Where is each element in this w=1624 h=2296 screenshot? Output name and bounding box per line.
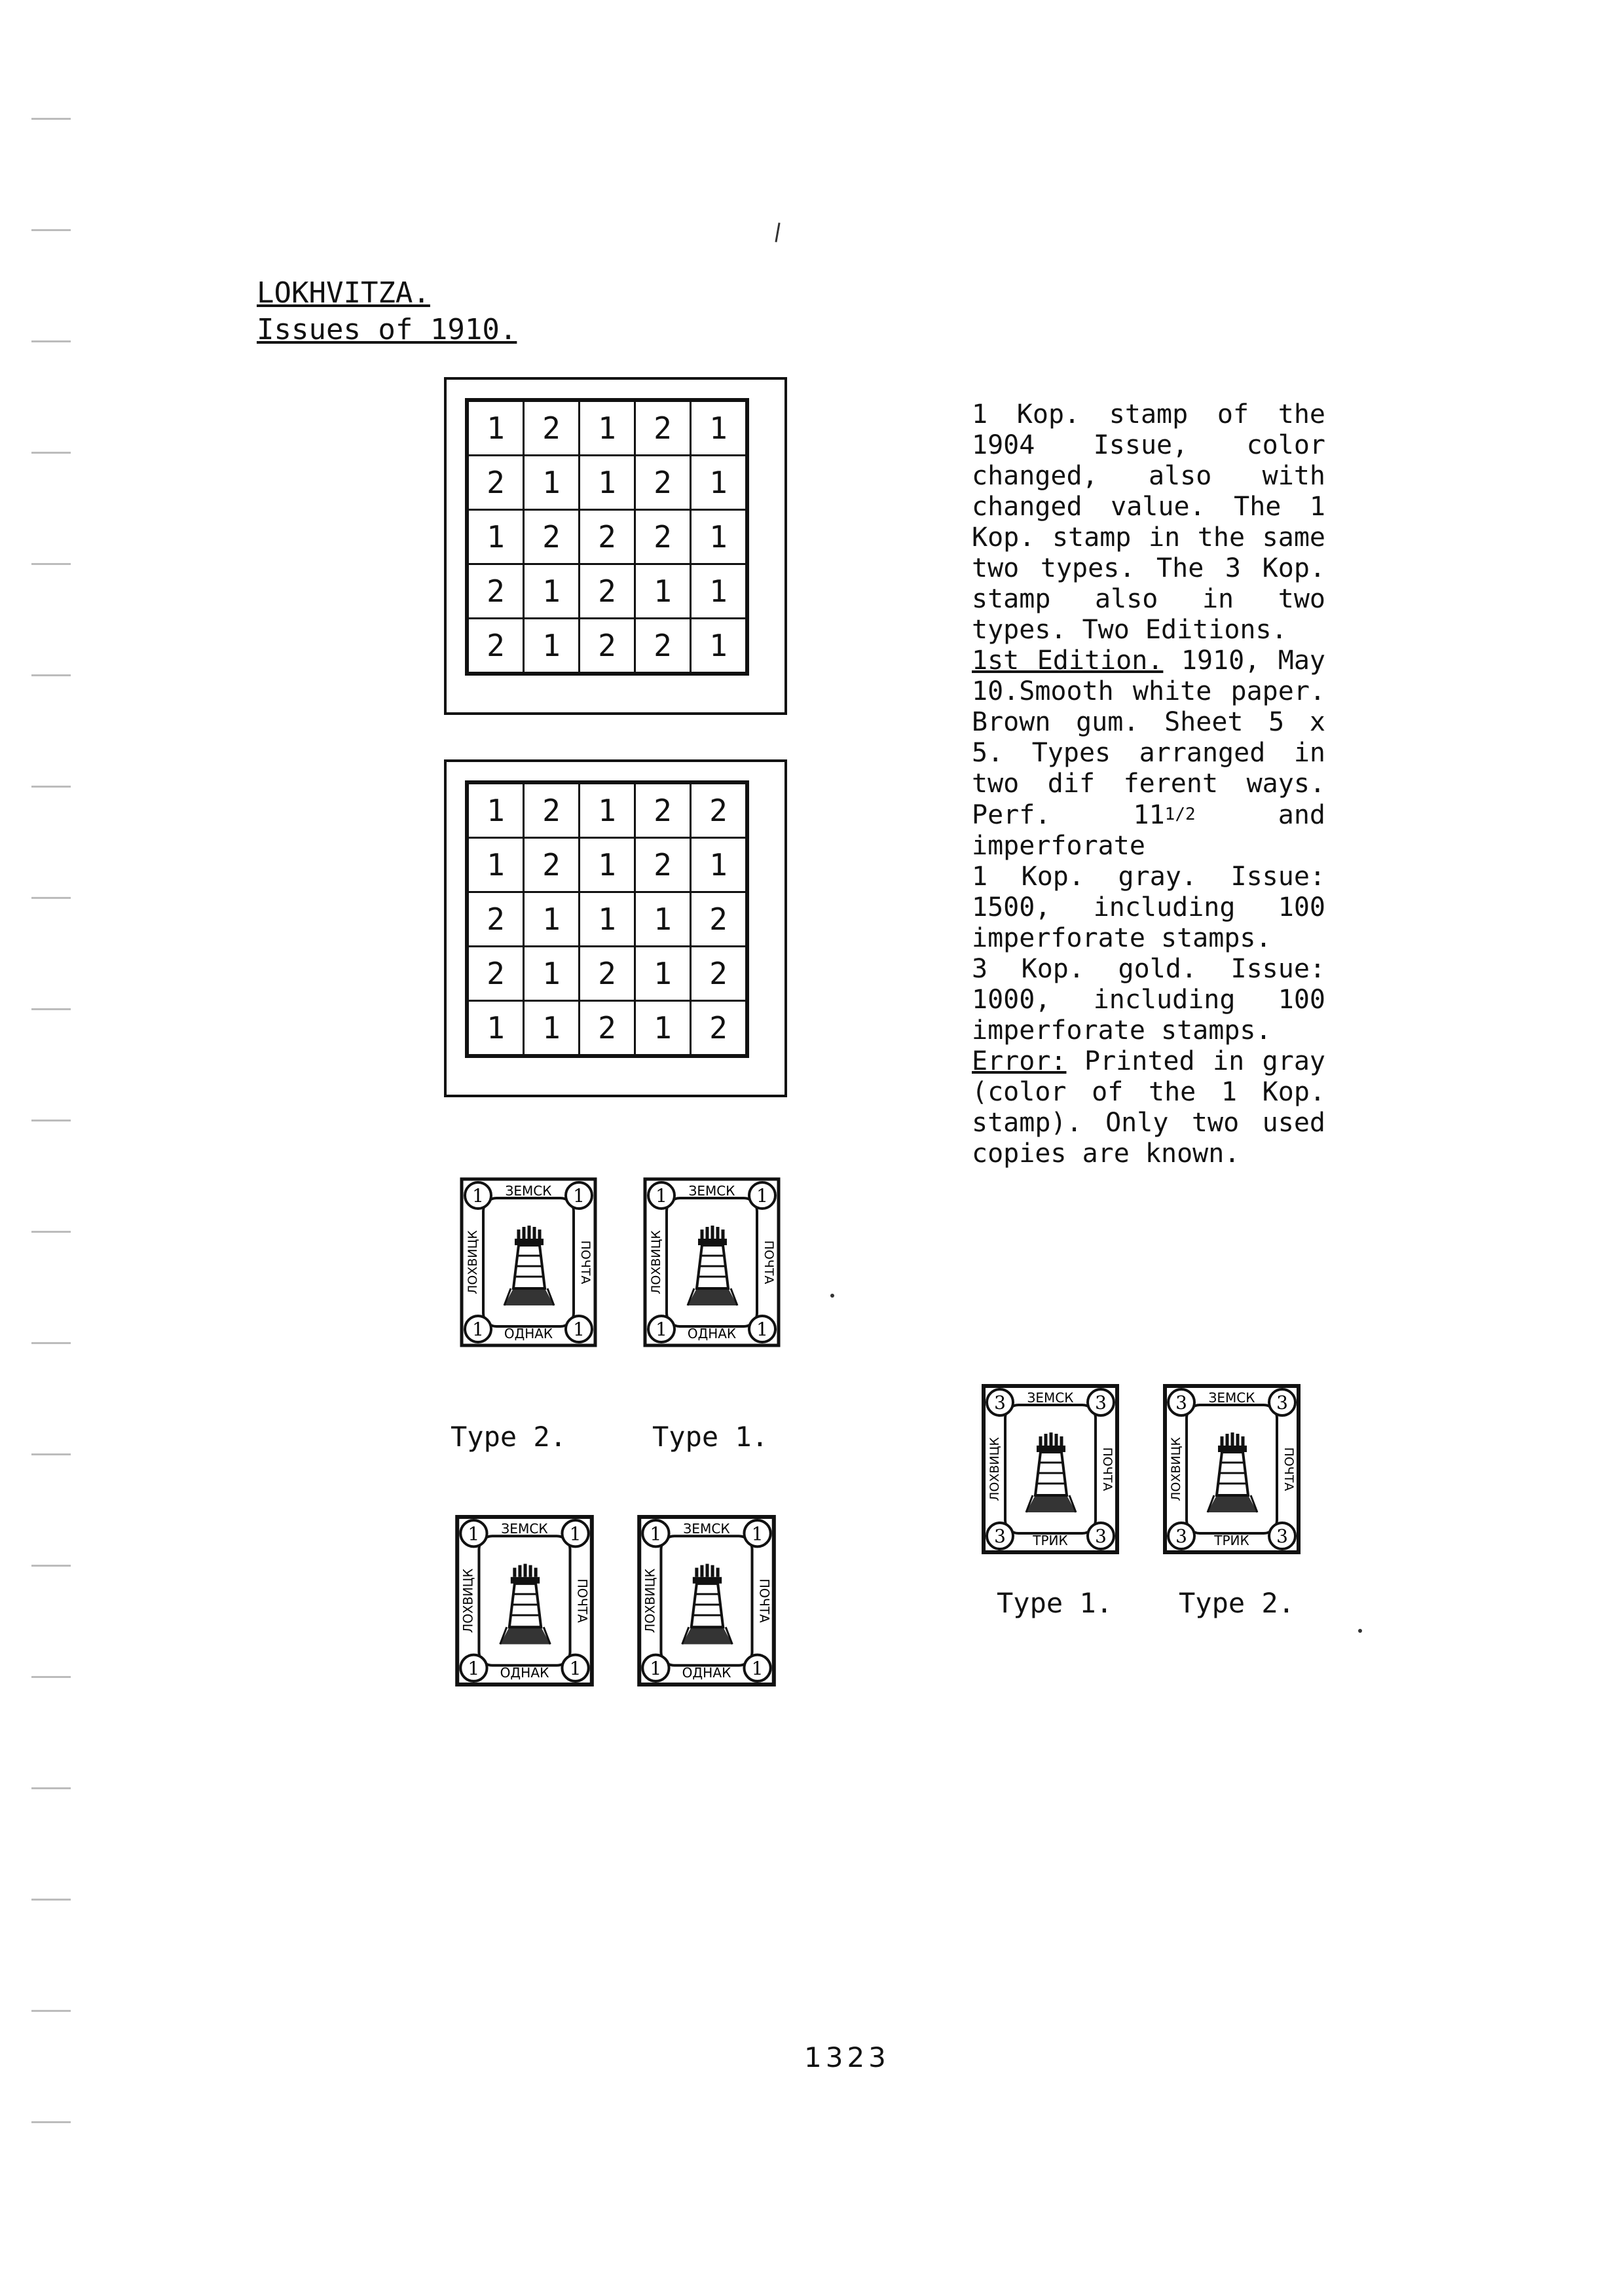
intro-paragraph: 1 Kop. stamp of the 1904 Issue, color changed, also with changed value. The 1 Kop. stamp in the same two types. The 3 Kop. stamp also in two types. Two Editions. xyxy=(972,399,1325,645)
stamp-3kop-type1 xyxy=(981,1384,1120,1554)
stamp-bottom-text: ТРИК xyxy=(1214,1533,1249,1548)
grid-cell: 2 xyxy=(468,564,524,619)
grid-cell: 1 xyxy=(468,401,524,456)
page-number: 1323 xyxy=(804,2041,890,2073)
issue-description xyxy=(972,399,1325,1169)
stamp-value: 1 xyxy=(650,1657,662,1679)
stamp-bottom-text: ОДНАК xyxy=(687,1326,737,1341)
grid-cell: 2 xyxy=(635,401,691,456)
grid-cell: 1 xyxy=(580,838,635,892)
stamp-right-text: ПОЧТА xyxy=(1282,1447,1296,1491)
caption-type2: Type 2. xyxy=(451,1421,567,1453)
edition-text: 1910, May 10.Smooth white paper. Brown gum. Sheet 5 x 5. Types arranged in two dif ferent ways. Perf. 11 xyxy=(972,646,1325,830)
grid-cell: 2 xyxy=(524,401,580,456)
table-row xyxy=(468,510,747,564)
table-row xyxy=(468,947,747,1001)
stamp-value: 3 xyxy=(994,1392,1006,1413)
stamp-1kop-type1-b xyxy=(635,1515,778,1686)
punch-mark xyxy=(31,1676,71,1678)
punch-mark xyxy=(31,1565,71,1567)
sheet-layout-2-frame xyxy=(465,780,749,1058)
stamp-value: 1 xyxy=(756,1185,768,1207)
grid-cell: 2 xyxy=(691,947,747,1001)
stamp-value: 1 xyxy=(569,1657,581,1679)
stamp-1kop-type2-a xyxy=(460,1177,597,1347)
stamp-left-text: ЛОХВИЦК xyxy=(1169,1437,1183,1501)
punch-mark xyxy=(31,897,71,899)
punch-mark xyxy=(31,1453,71,1455)
grid-cell: 1 xyxy=(691,510,747,564)
one-kop-line: 1 Kop. gray. Issue: 1500, including 100 imperforate stamps. xyxy=(972,862,1325,953)
punch-mark xyxy=(31,1008,71,1010)
grid-cell: 1 xyxy=(691,564,747,619)
grid-cell: 1 xyxy=(691,838,747,892)
punch-mark xyxy=(31,2010,71,2012)
stamp-1kop-type2-b xyxy=(453,1515,596,1686)
punch-mark xyxy=(31,674,71,676)
stamp-value: 3 xyxy=(1095,1392,1107,1413)
grid-cell: 2 xyxy=(468,947,524,1001)
punch-mark xyxy=(31,563,71,565)
stamp-bottom-text: ТРИК xyxy=(1033,1533,1068,1548)
grid-cell: 2 xyxy=(524,510,580,564)
scan-speck xyxy=(830,1294,834,1298)
stamp-right-text: ПОЧТА xyxy=(762,1240,776,1285)
error-label: Error: xyxy=(972,1046,1067,1076)
grid-cell: 2 xyxy=(635,510,691,564)
place-name: LOKHVITZA. xyxy=(257,276,430,310)
grid-cell: 2 xyxy=(580,564,635,619)
caption-type1: Type 1. xyxy=(997,1587,1113,1619)
stamp-value: 1 xyxy=(468,1523,480,1545)
stamp-bottom-text: ОДНАК xyxy=(504,1326,553,1341)
section-heading xyxy=(257,275,517,348)
grid-cell: 1 xyxy=(524,947,580,1001)
scan-speck xyxy=(775,223,780,242)
stamp-left-text: ЛОХВИЦК xyxy=(466,1230,480,1294)
grid-cell: 2 xyxy=(468,619,524,673)
stamp-right-text: ПОЧТА xyxy=(578,1240,593,1285)
stamp-value: 3 xyxy=(994,1525,1006,1547)
stamp-value: 3 xyxy=(1276,1525,1288,1547)
grid-cell: 1 xyxy=(524,1001,580,1055)
punch-mark xyxy=(31,118,71,120)
edition-label: 1st Edition. xyxy=(972,646,1164,676)
grid-cell: 2 xyxy=(635,838,691,892)
grid-cell: 2 xyxy=(580,1001,635,1055)
grid-cell: 1 xyxy=(524,456,580,510)
grid-cell: 1 xyxy=(468,784,524,838)
stamp-3kop-type2 xyxy=(1163,1384,1301,1554)
stamp-top-text: ЗЕМСК xyxy=(501,1521,548,1537)
stamp-value: 3 xyxy=(1095,1525,1107,1547)
grid-cell: 2 xyxy=(635,456,691,510)
grid-cell: 2 xyxy=(580,947,635,1001)
grid-cell: 1 xyxy=(580,456,635,510)
stamp-bottom-text: ОДНАК xyxy=(500,1664,549,1681)
table-row xyxy=(468,784,747,838)
grid-cell: 2 xyxy=(524,784,580,838)
grid-cell: 2 xyxy=(580,510,635,564)
grid-cell: 2 xyxy=(635,784,691,838)
grid-cell: 1 xyxy=(468,1001,524,1055)
grid-cell: 2 xyxy=(524,838,580,892)
grid-cell: 2 xyxy=(691,1001,747,1055)
punch-mark xyxy=(31,786,71,788)
error-paragraph xyxy=(972,1046,1325,1169)
grid-cell: 1 xyxy=(580,784,635,838)
stamp-left-text: ЛОХВИЦК xyxy=(649,1230,663,1294)
sheet-layout-1 xyxy=(444,377,787,715)
punch-mark xyxy=(31,1342,71,1344)
stamp-value: 1 xyxy=(468,1657,480,1679)
stamp-top-text: ЗЕМСК xyxy=(505,1183,552,1199)
table-row xyxy=(468,838,747,892)
punch-mark xyxy=(31,340,71,342)
stamp-value: 1 xyxy=(655,1185,667,1207)
stamp-1kop-type1-a xyxy=(643,1177,781,1347)
perf-fraction: 1/2 xyxy=(1164,805,1196,824)
grid-cell: 1 xyxy=(524,892,580,947)
grid-cell: 2 xyxy=(691,892,747,947)
stamp-right-text: ПОЧТА xyxy=(756,1578,772,1623)
grid-cell: 2 xyxy=(691,784,747,838)
grid-cell: 1 xyxy=(468,838,524,892)
grid-cell: 1 xyxy=(635,947,691,1001)
punch-mark xyxy=(31,1899,71,1901)
table-row xyxy=(468,564,747,619)
stamp-value: 1 xyxy=(756,1319,768,1340)
scan-speck xyxy=(1358,1629,1362,1633)
stamp-left-text: ЛОХВИЦК xyxy=(460,1568,476,1633)
edition-paragraph xyxy=(972,646,1325,862)
grid-cell: 2 xyxy=(580,619,635,673)
stamp-top-text: ЗЕМСК xyxy=(1027,1390,1074,1406)
stamp-value: 1 xyxy=(569,1523,581,1545)
grid-cell: 1 xyxy=(580,401,635,456)
table-row xyxy=(468,456,747,510)
stamp-value: 1 xyxy=(472,1319,484,1340)
stamp-value: 1 xyxy=(751,1523,764,1545)
sheet-layout-2-table xyxy=(467,782,747,1056)
sheet-layout-2 xyxy=(444,759,787,1097)
sheet-layout-1-table xyxy=(467,400,747,674)
punch-mark xyxy=(31,229,71,231)
table-row xyxy=(468,619,747,673)
caption-type1: Type 1. xyxy=(652,1421,769,1453)
punch-mark xyxy=(31,1787,71,1789)
stamp-value: 1 xyxy=(751,1657,764,1679)
grid-cell: 1 xyxy=(691,456,747,510)
stamp-value: 3 xyxy=(1276,1392,1288,1413)
punch-mark xyxy=(31,2121,71,2123)
caption-type2: Type 2. xyxy=(1179,1587,1295,1619)
stamp-top-text: ЗЕМСК xyxy=(688,1183,735,1199)
grid-cell: 1 xyxy=(635,892,691,947)
grid-cell: 1 xyxy=(635,564,691,619)
stamp-bottom-text: ОДНАК xyxy=(682,1664,731,1681)
stamp-right-text: ПОЧТА xyxy=(1100,1447,1115,1491)
grid-cell: 2 xyxy=(635,619,691,673)
stamp-value: 1 xyxy=(573,1185,585,1207)
stamp-value: 3 xyxy=(1175,1392,1187,1413)
error-text: Printed in gray (color of the 1 Kop. stamp). Only two used copies are known. xyxy=(972,1046,1325,1169)
grid-cell: 2 xyxy=(468,892,524,947)
grid-cell: 1 xyxy=(580,892,635,947)
stamp-value: 1 xyxy=(573,1319,585,1340)
issue-title: Issues of 1910. xyxy=(257,313,517,346)
table-row xyxy=(468,401,747,456)
stamp-value: 1 xyxy=(650,1523,662,1545)
table-row xyxy=(468,1001,747,1055)
stamp-value: 1 xyxy=(655,1319,667,1340)
grid-cell: 1 xyxy=(524,564,580,619)
grid-cell: 1 xyxy=(524,619,580,673)
grid-cell: 1 xyxy=(691,619,747,673)
punch-mark xyxy=(31,1120,71,1121)
grid-cell: 1 xyxy=(635,1001,691,1055)
stamp-left-text: ЛОХВИЦК xyxy=(642,1568,658,1633)
three-kop-line: 3 Kop. gold. Issue: 1000, including 100 imperforate stamps. xyxy=(972,954,1325,1046)
grid-cell: 1 xyxy=(691,401,747,456)
stamp-top-text: ЗЕМСК xyxy=(683,1521,730,1537)
stamp-right-text: ПОЧТА xyxy=(574,1578,590,1623)
grid-cell: 1 xyxy=(468,510,524,564)
punch-mark xyxy=(31,1231,71,1233)
stamp-top-text: ЗЕМСК xyxy=(1208,1390,1255,1406)
stamp-value: 1 xyxy=(472,1185,484,1207)
stamp-left-text: ЛОХВИЦК xyxy=(987,1437,1002,1501)
sheet-layout-1-frame xyxy=(465,398,749,676)
grid-cell: 2 xyxy=(468,456,524,510)
punch-mark xyxy=(31,452,71,454)
table-row xyxy=(468,892,747,947)
stamp-value: 3 xyxy=(1175,1525,1187,1547)
edition-text-cont: and imperforate xyxy=(972,800,1325,861)
